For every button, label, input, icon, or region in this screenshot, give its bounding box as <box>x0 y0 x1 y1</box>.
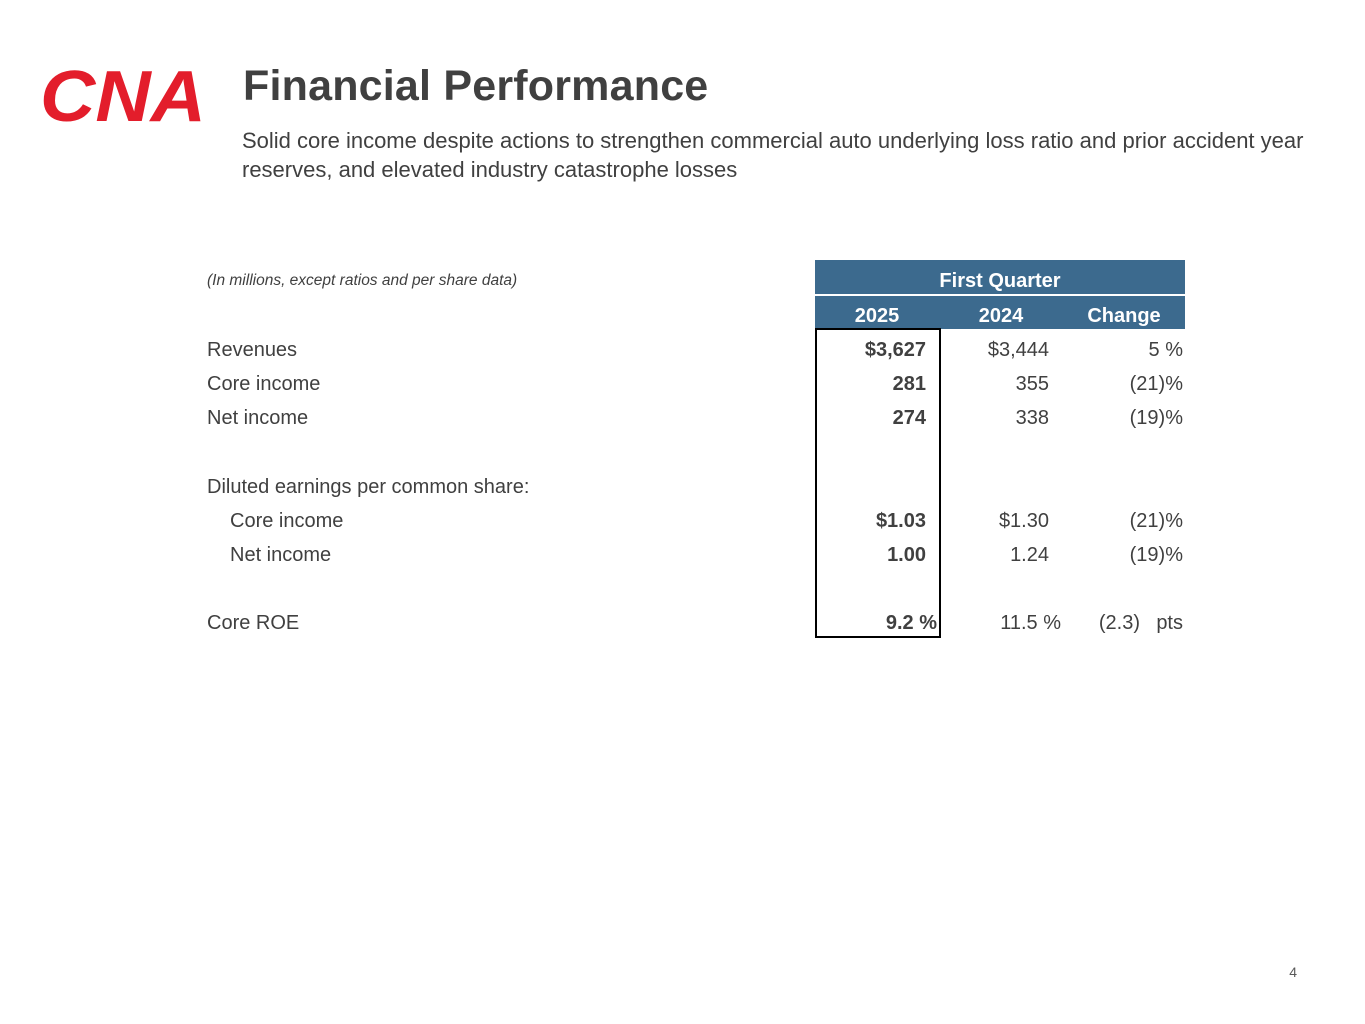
cna-logo <box>38 68 208 126</box>
value-2024: $1.30 <box>998 510 1049 532</box>
value-2024: 1.24 <box>1010 544 1049 566</box>
table-row-core-roe <box>0 606 1365 640</box>
table-row-net-income <box>0 401 1365 435</box>
value-2025: $1.03 <box>875 510 926 532</box>
table-row-core-income <box>0 367 1365 401</box>
value-2025: $3,627 <box>864 339 926 361</box>
row-label: Core ROE <box>207 612 300 634</box>
table-row-eps-net-income <box>0 538 1365 572</box>
row-label: Core income <box>230 510 344 532</box>
row-label: Diluted earnings per common share: <box>207 476 530 498</box>
value-2025: 274 <box>892 407 926 429</box>
table-row-revenues <box>0 333 1365 367</box>
page-number: 4 <box>1289 964 1297 980</box>
page-title: Financial Performance <box>243 62 709 110</box>
column-header-change: Change <box>1087 305 1161 327</box>
value-2024: $3,444 <box>987 339 1049 361</box>
column-header-2024: 2024 <box>978 305 1024 327</box>
value-change: (2.3) <box>1098 612 1140 634</box>
table-note: (In millions, except ratios and per share data) <box>207 272 518 289</box>
value-change: (21)% <box>1129 510 1183 532</box>
value-2024: 338 <box>1015 407 1049 429</box>
value-2025: 1.00 <box>887 544 926 566</box>
value-2025: 281 <box>892 373 926 395</box>
value-2024: 355 <box>1015 373 1049 395</box>
column-header-row <box>815 296 1185 329</box>
table-row-eps-core-income <box>0 504 1365 538</box>
page-subtitle: Solid core income despite actions to strengthen commercial auto underlying loss ratio and prior accident year reserves, and elevated industry catastrophe losses <box>242 128 1304 182</box>
value-change-unit: pts <box>1156 612 1183 634</box>
value-change: (19)% <box>1129 407 1183 429</box>
value-change: (21)% <box>1129 373 1183 395</box>
table-row-eps-header <box>0 470 1365 504</box>
value-2025: 9.2 % <box>885 612 937 634</box>
svg-text:CNA: CNA <box>40 68 206 126</box>
period-header: First Quarter <box>815 260 1185 294</box>
row-label: Net income <box>207 407 309 429</box>
value-change: 5 % <box>1148 339 1183 361</box>
column-header-2025: 2025 <box>854 305 900 327</box>
row-label: Core income <box>207 373 321 395</box>
row-label: Revenues <box>207 339 298 361</box>
row-label: Net income <box>230 544 332 566</box>
value-2024: 11.5 % <box>1000 612 1061 634</box>
value-change: (19)% <box>1129 544 1183 566</box>
